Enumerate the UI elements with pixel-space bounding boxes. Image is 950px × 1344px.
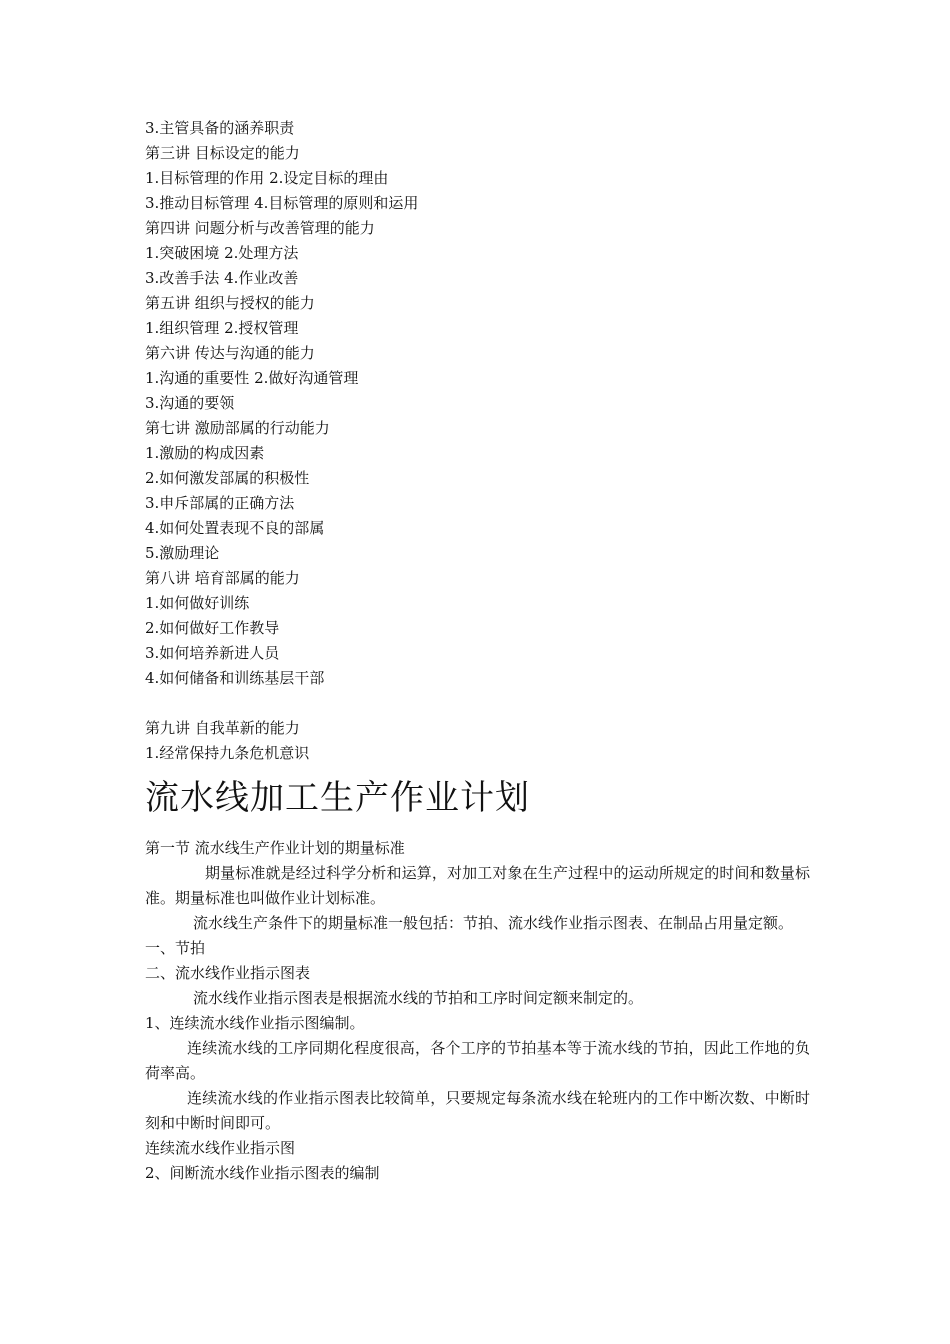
paragraph: 连续流水线的工序同期化程度很高，各个工序的节拍基本等于流水线的节拍，因此工作地的负荷率高。	[145, 1039, 810, 1082]
outline-heading: 第七讲 激励部属的行动能力	[145, 419, 330, 437]
outline-line: 1.沟通的重要性 2.做好沟通管理	[145, 369, 359, 387]
figure-caption: 连续流水线作业指示图	[145, 1139, 296, 1157]
section-body	[145, 836, 810, 1186]
outline-line: 5.激励理论	[145, 544, 220, 562]
outline-line: 2.如何做好工作教导	[145, 619, 280, 637]
outline-heading: 第六讲 传达与沟通的能力	[145, 344, 315, 362]
paragraph: 连续流水线的作业指示图表比较简单，只要规定每条流水线在轮班内的工作中断次数、中断时刻和中断时间即可。	[145, 1089, 810, 1132]
outline-line: 1.突破困境 2.处理方法	[145, 244, 299, 262]
paragraph: 流水线生产条件下的期量标准一般包括：节拍、流水线作业指示图表、在制品占用量定额。	[193, 914, 794, 932]
document-title: 流水线加工生产作业计划	[145, 778, 530, 818]
course-outline	[145, 116, 825, 766]
outline-heading: 第八讲 培育部属的能力	[145, 569, 300, 587]
outline-line: 1.经常保持九条危机意识	[145, 744, 310, 762]
outline-heading: 第五讲 组织与授权的能力	[145, 294, 315, 312]
outline-heading: 第九讲 自我革新的能力	[145, 719, 300, 737]
outline-line: 1.目标管理的作用 2.设定目标的理由	[145, 169, 389, 187]
outline-line: 1.如何做好训练	[145, 594, 250, 612]
outline-line: 1.激励的构成因素	[145, 444, 265, 462]
subsection-heading: 2、间断流水线作业指示图表的编制	[145, 1164, 380, 1182]
outline-line: 3.申斥部属的正确方法	[145, 494, 295, 512]
list-item: 二、流水线作业指示图表	[145, 964, 311, 982]
outline-line: 1.组织管理 2.授权管理	[145, 319, 299, 337]
outline-line: 2.如何激发部属的积极性	[145, 469, 310, 487]
paragraph: 流水线作业指示图表是根据流水线的节拍和工序时间定额来制定的。	[193, 989, 644, 1007]
list-item: 一、节拍	[145, 939, 206, 957]
outline-line: 3.沟通的要领	[145, 394, 235, 412]
outline-line: 3.主管具备的涵养职责	[145, 119, 295, 137]
outline-line: 4.如何处置表现不良的部属	[145, 519, 325, 537]
paragraph: 期量标准就是经过科学分析和运算，对加工对象在生产过程中的运动所规定的时间和数量标准。期量标准也叫做作业计划标准。	[145, 864, 810, 907]
outline-heading: 第四讲 问题分析与改善管理的能力	[145, 219, 375, 237]
blank-line	[145, 691, 825, 716]
outline-line: 3.如何培养新进人员	[145, 644, 280, 662]
outline-line: 4.如何储备和训练基层干部	[145, 669, 325, 687]
outline-heading: 第三讲 目标设定的能力	[145, 144, 300, 162]
outline-line: 3.改善手法 4.作业改善	[145, 269, 299, 287]
subsection-heading: 1、连续流水线作业指示图编制。	[145, 1014, 365, 1032]
section-heading: 第一节 流水线生产作业计划的期量标准	[145, 839, 405, 857]
outline-line: 3.推动目标管理 4.目标管理的原则和运用	[145, 194, 419, 212]
